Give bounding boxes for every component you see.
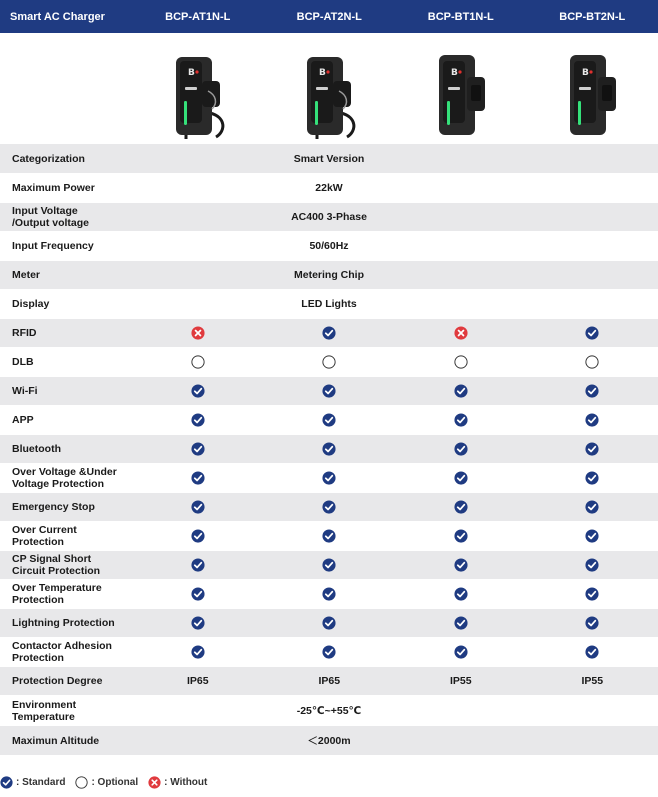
standard-check-icon (0, 776, 16, 789)
feature-cell (527, 645, 658, 659)
feature-cell (527, 471, 658, 485)
standard-check-icon (454, 645, 468, 659)
table-row (0, 666, 658, 695)
standard-check-icon (322, 587, 336, 601)
protection-degree-value: IP65 (186, 675, 209, 687)
standard-check-icon (585, 587, 599, 601)
row-label: Wi-Fi (12, 385, 38, 397)
row-label: Protection Degree (12, 675, 103, 687)
feature-cell (395, 326, 527, 340)
optional-circle-icon (75, 776, 91, 789)
standard-check-icon (454, 384, 468, 398)
spec-value: -25℃~+55℃ (296, 704, 362, 717)
feature-cell (132, 326, 264, 340)
feature-cell (264, 471, 396, 485)
feature-cell (132, 413, 264, 427)
legend (0, 776, 217, 789)
spec-value: LED Lights (301, 298, 357, 310)
feature-cell (395, 355, 527, 369)
optional-circle-icon (454, 355, 468, 369)
protection-degree-value: IP55 (449, 675, 472, 687)
feature-cell (395, 529, 527, 543)
feature-cell (264, 442, 396, 456)
standard-check-icon (454, 558, 468, 572)
standard-check-icon (454, 413, 468, 427)
row-label: APP (12, 414, 34, 426)
table-row (0, 231, 658, 260)
feature-cell (132, 587, 264, 601)
row-label: Environment Temperature (12, 698, 77, 723)
standard-check-icon (585, 500, 599, 514)
standard-check-icon (322, 384, 336, 398)
standard-check-icon (191, 587, 205, 601)
standard-check-icon (191, 616, 205, 630)
table-row (0, 579, 658, 608)
standard-check-icon (191, 442, 205, 456)
legend-standard (0, 776, 65, 789)
standard-check-icon (191, 500, 205, 514)
standard-check-icon (322, 616, 336, 630)
table-header (0, 0, 658, 33)
table-row (0, 260, 658, 289)
table-row (0, 143, 658, 173)
feature-cell (395, 413, 527, 427)
feature-cell (527, 384, 658, 398)
standard-check-icon (322, 471, 336, 485)
standard-check-icon (322, 413, 336, 427)
row-label: Categorization (12, 152, 85, 165)
model-column-header: BCP-BT1N-L (427, 10, 494, 23)
feature-cell (264, 326, 396, 340)
legend-optional-label: : Optional (91, 777, 139, 788)
feature-cell (527, 587, 658, 601)
table-row (0, 492, 658, 521)
spec-value: AC400 3-Phase (291, 211, 367, 223)
feature-cell (264, 500, 396, 514)
row-label: Maximum Power (12, 182, 95, 194)
optional-circle-icon (585, 355, 599, 369)
model-column-header: BCP-AT2N-L (296, 10, 362, 23)
protection-degree-value: IP55 (581, 675, 604, 687)
standard-check-icon (585, 558, 599, 572)
optional-circle-icon (322, 355, 336, 369)
standard-check-icon (322, 442, 336, 456)
feature-cell (527, 413, 658, 427)
standard-check-icon (191, 384, 205, 398)
table-row (0, 521, 658, 550)
optional-circle-icon (191, 355, 205, 369)
feature-cell (264, 355, 396, 369)
feature-cell (527, 442, 658, 456)
feature-cell (132, 529, 264, 543)
standard-check-icon (322, 529, 336, 543)
row-label: CP Signal Short Circuit Protection (12, 553, 101, 577)
header-title: Smart AC Charger (10, 10, 105, 23)
standard-check-icon (585, 326, 599, 340)
feature-cell (132, 645, 264, 659)
legend-without-label: : Without (164, 777, 208, 788)
feature-cell (395, 587, 527, 601)
without-x-icon (191, 326, 205, 340)
feature-cell (527, 529, 658, 543)
feature-cell (132, 384, 264, 398)
standard-check-icon (585, 529, 599, 543)
feature-cell (527, 616, 658, 630)
model-column-header: BCP-AT1N-L (165, 10, 231, 23)
table-row (0, 637, 658, 666)
row-label: Over Current Protection (12, 524, 77, 548)
feature-cell (395, 384, 527, 398)
table-row (0, 405, 658, 434)
standard-check-icon (191, 529, 205, 543)
product-image-cell (132, 33, 264, 143)
charger-with-cable-icon (166, 51, 230, 139)
legend-without (148, 776, 207, 789)
spec-rows (0, 143, 658, 755)
standard-check-icon (191, 413, 205, 427)
standard-check-icon (191, 471, 205, 485)
feature-cell (264, 529, 396, 543)
feature-cell (264, 587, 396, 601)
feature-cell (132, 500, 264, 514)
standard-check-icon (191, 558, 205, 572)
feature-cell (395, 616, 527, 630)
table-row (0, 318, 658, 347)
feature-cell (395, 645, 527, 659)
standard-check-icon (585, 384, 599, 398)
row-label: Display (12, 298, 50, 310)
standard-check-icon (585, 413, 599, 427)
feature-cell (527, 326, 658, 340)
standard-check-icon (454, 587, 468, 601)
svg-text:B: B (187, 68, 195, 78)
feature-cell (527, 558, 658, 572)
table-row (0, 289, 658, 318)
feature-cell (395, 471, 527, 485)
row-label: Emergency Stop (12, 501, 95, 513)
product-images-row (0, 33, 658, 143)
standard-check-icon (585, 616, 599, 630)
standard-check-icon (454, 442, 468, 456)
row-label: Over Voltage &Under Voltage Protection (12, 466, 117, 490)
table-row (0, 173, 658, 202)
row-label: Contactor Adhesion Protection (12, 640, 112, 664)
row-label: DLB (12, 356, 34, 368)
standard-check-icon (454, 500, 468, 514)
row-label: Input Frequency (12, 240, 94, 252)
row-label: Lightning Protection (12, 617, 115, 629)
table-row (0, 550, 658, 579)
row-label: Over Temperature Protection (12, 582, 102, 606)
table-row (0, 376, 658, 405)
standard-check-icon (454, 616, 468, 630)
spec-value: 50/60Hz (309, 240, 349, 252)
standard-check-icon (322, 558, 336, 572)
spec-value: Metering Chip (294, 269, 364, 281)
feature-cell (132, 355, 264, 369)
feature-cell (395, 500, 527, 514)
row-label: Maximun Altitude (12, 734, 100, 747)
feature-cell (132, 558, 264, 572)
table-row (0, 608, 658, 637)
feature-cell (132, 616, 264, 630)
product-image-cell (527, 33, 658, 143)
svg-text:B: B (582, 68, 590, 78)
feature-cell (395, 442, 527, 456)
spec-value: Smart Version (293, 152, 365, 165)
table-row (0, 695, 658, 725)
without-x-icon (454, 326, 468, 340)
charger-with-socket-icon (560, 51, 624, 139)
row-label: Meter (12, 269, 41, 281)
feature-cell (264, 645, 396, 659)
legend-standard-label: : Standard (16, 777, 66, 788)
feature-cell (132, 471, 264, 485)
charger-with-socket-icon (429, 51, 493, 139)
spec-value: 22kW (315, 182, 343, 194)
feature-cell (264, 384, 396, 398)
feature-cell (527, 500, 658, 514)
feature-cell (264, 413, 396, 427)
standard-check-icon (585, 645, 599, 659)
svg-text:B: B (450, 68, 458, 78)
model-column-header: BCP-BT2N-L (559, 10, 626, 23)
table-row (0, 202, 658, 231)
product-image-cell (264, 33, 396, 143)
row-label: Input Voltage /Output voltage (12, 205, 89, 229)
without-x-icon (148, 776, 164, 789)
standard-check-icon (191, 645, 205, 659)
legend-optional (75, 776, 138, 789)
charger-with-cable-icon (297, 51, 361, 139)
feature-cell (264, 616, 396, 630)
standard-check-icon (322, 326, 336, 340)
standard-check-icon (322, 500, 336, 514)
standard-check-icon (585, 471, 599, 485)
product-image-cell (395, 33, 527, 143)
feature-cell (264, 558, 396, 572)
feature-cell (132, 442, 264, 456)
feature-cell (527, 355, 658, 369)
table-row (0, 347, 658, 376)
standard-check-icon (585, 442, 599, 456)
table-row (0, 434, 658, 463)
standard-check-icon (454, 471, 468, 485)
standard-check-icon (322, 645, 336, 659)
row-label: RFID (12, 327, 37, 339)
table-row (0, 725, 658, 755)
table-row (0, 463, 658, 492)
row-label: Bluetooth (12, 443, 61, 455)
svg-text:B: B (319, 68, 327, 78)
protection-degree-value: IP65 (318, 675, 341, 687)
standard-check-icon (454, 529, 468, 543)
feature-cell (395, 558, 527, 572)
spec-value: ＜2000m (307, 735, 351, 747)
